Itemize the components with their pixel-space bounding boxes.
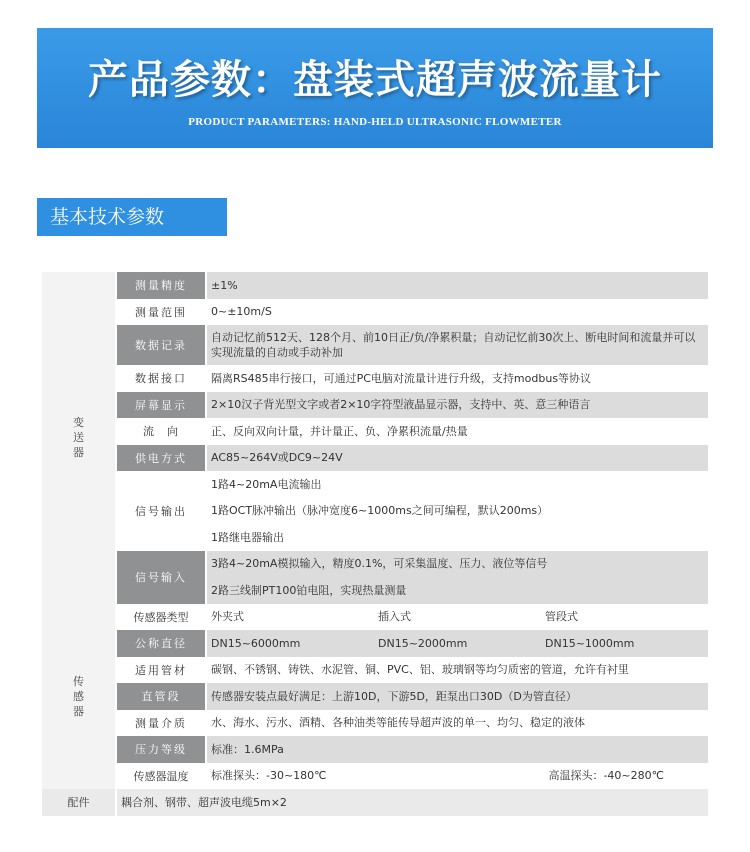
row-label: 压力等级 — [116, 736, 206, 763]
row-label: 屏幕显示 — [116, 392, 206, 419]
row-value: 3路4~20mA模拟输入，精度0.1%，可采集温度、压力、液位等信号 — [206, 551, 708, 578]
table-row — [42, 325, 708, 365]
row-label: 数据接口 — [116, 365, 206, 392]
table-row — [42, 657, 708, 684]
row-value: DN15~1000mm — [541, 630, 708, 657]
row-label: 信号输出 — [116, 471, 206, 551]
table-row — [42, 418, 708, 445]
row-label: 传感器温度 — [116, 763, 206, 790]
table-row — [42, 365, 708, 392]
row-value: 隔离RS485串行接口，可通过PC电脑对流量计进行升级，支持modbus等协议 — [206, 365, 708, 392]
row-value: 1路OCT脉冲输出（脉冲宽度6~1000ms之间可编程，默认200ms） — [206, 498, 708, 525]
row-value: 传感器安装点最好满足：上游10D，下游5D，距泵出口30D（D为管直径） — [206, 683, 708, 710]
row-label: 适用管材 — [116, 657, 206, 684]
row-value: 高温探头：-40~280℃ — [541, 763, 708, 790]
row-label: 数据记录 — [116, 325, 206, 365]
row-label: 测量范围 — [116, 299, 206, 326]
table-row — [42, 763, 708, 790]
row-label: 测量精度 — [116, 272, 206, 299]
row-value: 外夹式 — [206, 604, 374, 631]
section-title: 基本技术参数 — [37, 198, 227, 236]
table-row — [42, 299, 708, 326]
row-value: 标准探头：-30~180℃ — [206, 763, 541, 790]
row-value: 耦合剂、钢带、超声波电缆5m×2 — [116, 789, 708, 816]
row-value: 正、反向双向计量，并计量正、负、净累积流量/热量 — [206, 418, 708, 445]
row-value: 碳钢、不锈钢、铸铁、水泥管、铜、PVC、铝、玻璃钢等均匀质密的管道，允许有衬里 — [206, 657, 708, 684]
row-value: 0~±10m/S — [206, 299, 708, 326]
row-value: 水、海水、污水、酒精、各种油类等能传导超声波的单一、均匀、稳定的液体 — [206, 710, 708, 737]
table-row — [42, 471, 708, 498]
table-row — [42, 736, 708, 763]
row-value: 1路4~20mA电流输出 — [206, 471, 708, 498]
table-row — [42, 445, 708, 472]
row-label: 供电方式 — [116, 445, 206, 472]
table-row — [42, 392, 708, 419]
row-value: 1路继电器输出 — [206, 524, 708, 551]
row-label: 直管段 — [116, 683, 206, 710]
group-accessories: 配件 — [42, 789, 116, 816]
row-value: 管段式 — [541, 604, 708, 631]
row-value: AC85~264V或DC9~24V — [206, 445, 708, 472]
spec-table — [42, 272, 708, 816]
row-label: 信号输入 — [116, 551, 206, 604]
table-row — [42, 551, 708, 578]
title-banner — [37, 28, 713, 148]
table-row — [42, 604, 708, 631]
row-value: 2×10汉子背光型文字或者2×10字符型液晶显示器，支持中、英、意三种语言 — [206, 392, 708, 419]
table-row — [42, 789, 708, 816]
banner-subtitle: PRODUCT PARAMETERS: HAND-HELD ULTRASONIC FLOWMETER — [188, 116, 562, 128]
row-value: DN15~6000mm — [206, 630, 374, 657]
row-label: 传感器类型 — [116, 604, 206, 631]
table-row — [42, 710, 708, 737]
row-value: 2路三线制PT100铂电阻，实现热量测量 — [206, 577, 708, 604]
row-value: 自动记忆前512天、128个月、前10日正/负/净累积量；自动记忆前30次上、断电时间和流量并可以实现流量的自动或手动补加 — [206, 325, 708, 365]
group-transmitter: 变送器 — [42, 272, 116, 604]
row-value: 标准：1.6MPa — [206, 736, 708, 763]
row-label: 测量介质 — [116, 710, 206, 737]
row-value: 插入式 — [374, 604, 541, 631]
row-label: 公称直径 — [116, 630, 206, 657]
table-row — [42, 683, 708, 710]
row-label: 流 向 — [116, 418, 206, 445]
table-row — [42, 272, 708, 299]
table-row — [42, 630, 708, 657]
group-sensor: 传感器 — [42, 604, 116, 790]
row-value: DN15~2000mm — [374, 630, 541, 657]
banner-title: 产品参数：盘装式超声波流量计 — [88, 56, 662, 103]
row-value: ±1% — [206, 272, 708, 299]
